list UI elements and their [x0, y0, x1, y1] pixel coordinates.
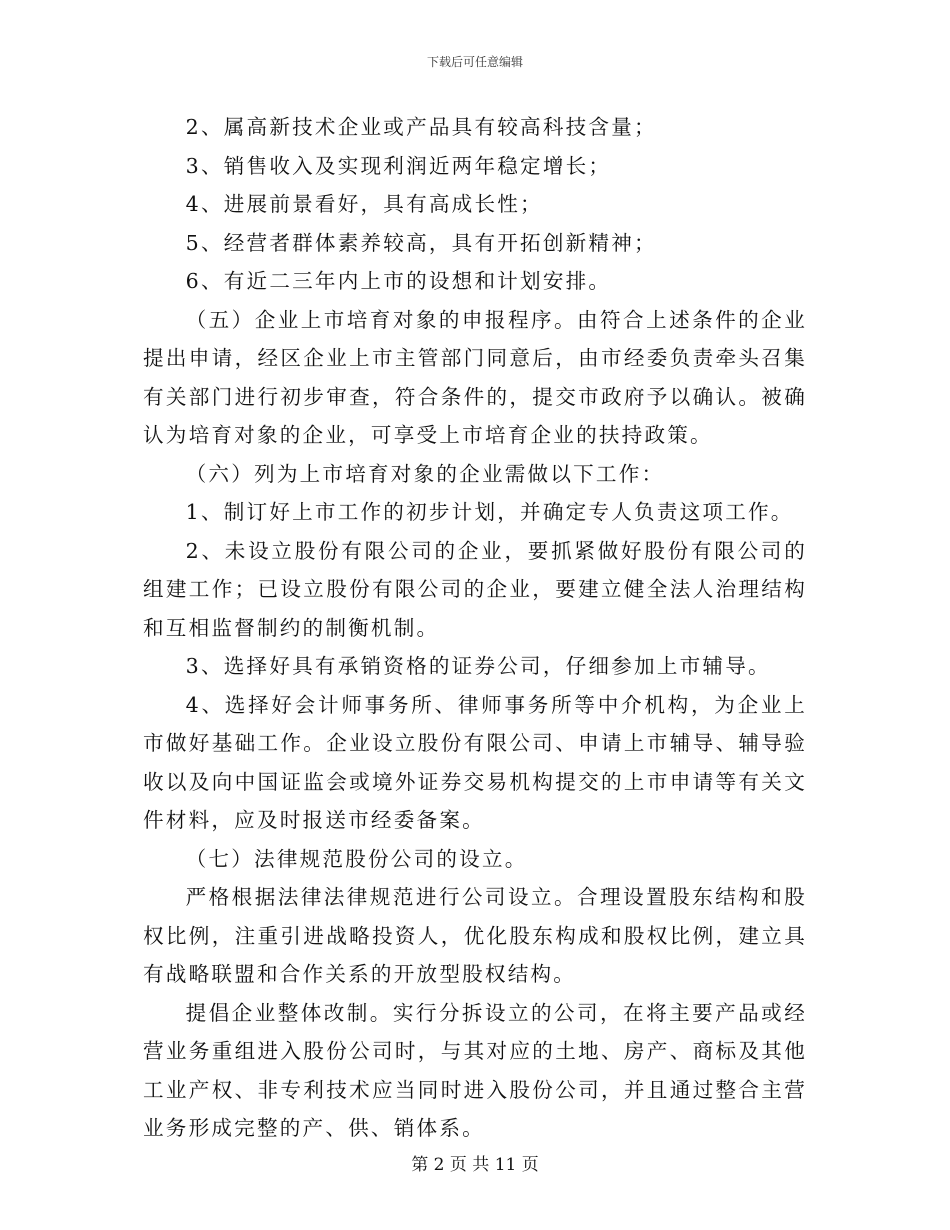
paragraph-company-setup: 严格根据法律法律规范进行公司设立。合理设置股东结构和股权比例，注重引进战略投资人，优化股东构成和股权比例，建立具有战略联盟和合作关系的开放型股权结构。 — [143, 885, 807, 986]
paragraph-criterion-5: 5、经营者群体素养较高，具有开拓创新精神； — [185, 230, 657, 255]
page-number-label: 第 2 页 共 11 页 — [411, 1155, 539, 1175]
paragraph-criterion-3: 3、销售收入及实现利润近两年稳定增长； — [185, 153, 612, 178]
page-header-note: 下载后可任意编辑 — [426, 55, 523, 69]
paragraph-section-6: （六）列为上市培育对象的企业需做以下工作： — [185, 461, 665, 486]
paragraph-task-4: 4、选择好会计师事务所、律师事务所等中介机构，为企业上市做好基础工作。企业设立股份有限公司、申请上市辅导、辅导验收以及向中国证监会或境外证券交易机构提交的上市申请等有关文件材料，应及时报送市经委备案。 — [143, 692, 807, 832]
paragraph-task-2: 2、未设立股份有限公司的企业，要抓紧做好股份有限公司的组建工作；已设立股份有限公司的企业，要建立健全法人治理结构和互相监督制约的制衡机制。 — [143, 538, 807, 640]
paragraph-section-7: （七）法律规范股份公司的设立。 — [185, 846, 528, 871]
paragraph-criterion-2: 2、属高新技术企业或产品具有较高科技含量； — [185, 115, 657, 139]
document-body — [143, 108, 807, 1148]
paragraph-restructuring: 提倡企业整体改制。实行分拆设立的公司，在将主要产品或经营业务重组进入股份公司时，与其对应的土地、房产、商标及其他工业产权、非专利技术应当同时进入股份公司，并且通过整合主营业务形成完整的产、供、销体系。 — [143, 1000, 807, 1140]
paragraph-criterion-4: 4、进展前景看好，具有高成长性； — [185, 192, 543, 216]
page-number — [0, 1154, 950, 1176]
paragraph-section-5: （五）企业上市培育对象的申报程序。由符合上述条件的企业提出申请，经区企业上市主管部门同意后，由市经委负责牵头召集有关部门进行初步审查，符合条件的，提交市政府予以确认。被确认为培育对象的企业，可享受上市培育企业的扶持政策。 — [143, 307, 807, 447]
paragraph-task-1: 1、制订好上市工作的初步计划，并确定专人负责这项工作。 — [185, 500, 794, 524]
paragraph-criterion-6: 6、有近二三年内上市的设想和计划安排。 — [185, 269, 612, 293]
paragraph-task-3: 3、选择好具有承销资格的证券公司，仔细参加上市辅导。 — [185, 654, 771, 678]
